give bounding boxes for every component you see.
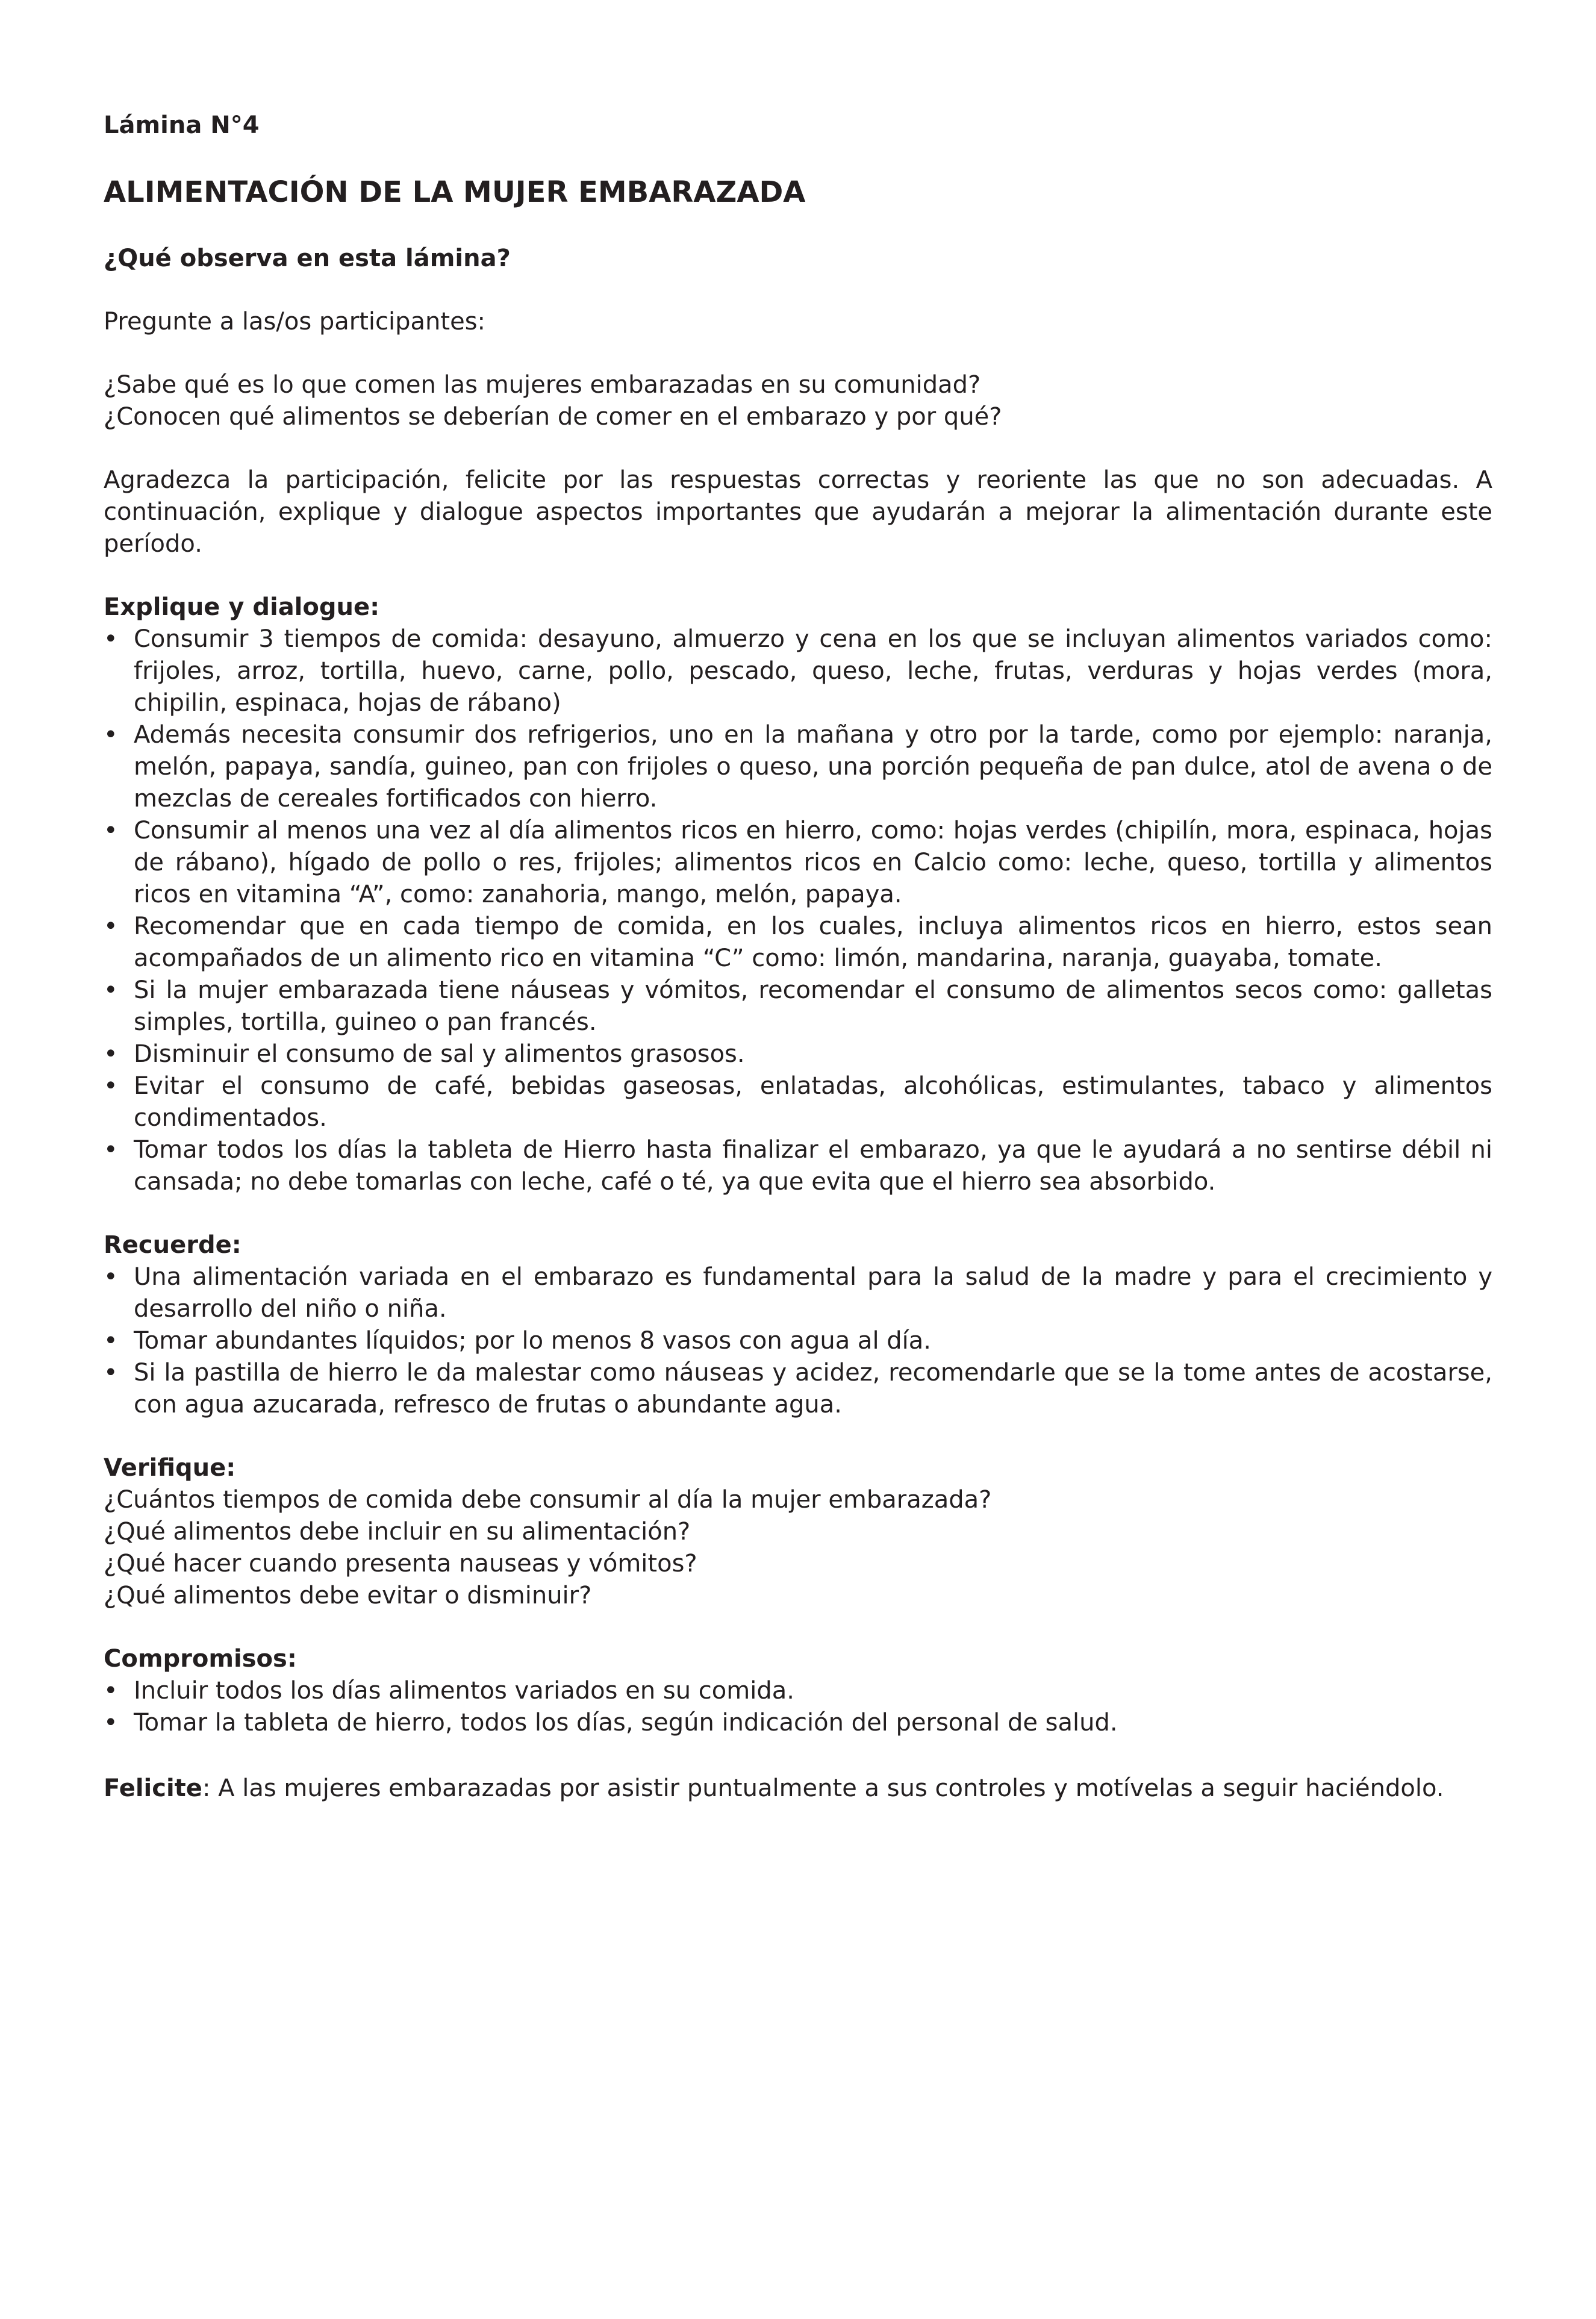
bullet-icon: • <box>104 721 118 749</box>
list-item-text: Una alimentación variada en el embarazo es fundamental para la salud de la madre y para el crecimiento y desarrollo del niño o niña. <box>134 1263 1492 1323</box>
list-item <box>104 719 1492 815</box>
list-item-text: Además necesita consumir dos refrigerios, uno en la mañana y otro por la tarde, como por ejemplo: naranja, melón, papaya, sandía, guineo, pan con frijoles o queso, una porción pequeña de pan dulce, atol de avena o de mezclas de cereales fortificados con hierro. <box>134 721 1492 813</box>
ask-question: ¿Sabe qué es lo que comen las mujeres embarazadas en su comunidad? <box>104 371 981 399</box>
verifique-heading: Verifique: <box>104 1454 236 1482</box>
verifique-question: ¿Qué hacer cuando presenta nauseas y vómitos? <box>104 1550 697 1578</box>
ask-intro: Pregunte a las/os participantes: <box>104 308 486 336</box>
bullet-icon: • <box>104 976 118 1004</box>
explique-section <box>104 591 1492 1198</box>
list-item-text: Evitar el consumo de café, bebidas gaseosas, enlatadas, alcohólicas, estimulantes, tabaco y alimentos condimentados. <box>134 1072 1492 1132</box>
compromisos-list <box>104 1675 1492 1739</box>
list-item <box>104 1707 1492 1739</box>
list-item <box>104 1261 1492 1325</box>
lamina-number: Lámina N°4 <box>104 111 260 139</box>
recuerde-heading: Recuerde: <box>104 1231 242 1259</box>
list-item-text: Tomar abundantes líquidos; por lo menos 8 vasos con agua al día. <box>134 1327 932 1355</box>
bullet-icon: • <box>104 1263 118 1291</box>
felicite-text: : A las mujeres embarazadas por asistir puntualmente a sus controles y motívelas a seguir haciéndolo. <box>202 1774 1444 1802</box>
list-item-text: Tomar todos los días la tableta de Hierro hasta finalizar el embarazo, ya que le ayudará a no sentirse débil ni cansada; no debe tomarlas con leche, café o té, ya que evita que el hierro sea absorbido. <box>134 1136 1492 1196</box>
bullet-icon: • <box>104 1327 118 1355</box>
list-item <box>104 911 1492 975</box>
bullet-icon: • <box>104 1136 118 1164</box>
ask-question: ¿Conocen qué alimentos se deberían de comer en el embarazo y por qué? <box>104 403 1002 431</box>
bullet-icon: • <box>104 1072 118 1100</box>
thanks-paragraph: Agradezca la participación, felicite por las respuestas correctas y reoriente las que no son adecuadas. A continuación, explique y dialogue aspectos importantes que ayudarán a mejorar la alimentación durante este período. <box>104 466 1492 558</box>
list-item <box>104 975 1492 1038</box>
felicite-label: Felicite <box>104 1774 202 1802</box>
list-item-text: Si la mujer embarazada tiene náuseas y vómitos, recomendar el consumo de alimentos secos como: galletas simples, tortilla, guineo o pan francés. <box>134 976 1492 1036</box>
list-item <box>104 1325 1492 1357</box>
bullet-icon: • <box>104 625 118 653</box>
list-item <box>104 1357 1492 1421</box>
verifique-section <box>104 1452 1492 1612</box>
list-item <box>104 623 1492 719</box>
question-heading: ¿Qué observa en esta lámina? <box>104 245 511 272</box>
list-item-text: Consumir 3 tiempos de comida: desayuno, almuerzo y cena en los que se incluyan alimentos variados como: frijoles, arroz, tortilla, huevo, carne, pollo, pescado, queso, leche, frutas, verduras y hojas verdes (mora, chipilin, espinaca, hojas de rábano) <box>134 625 1492 717</box>
list-item-text: Si la pastilla de hierro le da malestar como náuseas y acidez, recomendarle que se la tome antes de acostarse, con agua azucarada, refresco de frutas o abundante agua. <box>134 1359 1492 1419</box>
list-item-text: Tomar la tableta de hierro, todos los días, según indicación del personal de salud. <box>134 1709 1118 1737</box>
list-item-text: Disminuir el consumo de sal y alimentos grasosos. <box>134 1040 745 1068</box>
felicite-paragraph <box>104 1770 1492 1806</box>
bullet-icon: • <box>104 1359 118 1387</box>
recuerde-section <box>104 1229 1492 1421</box>
list-item-text: Incluir todos los días alimentos variados en su comida. <box>134 1677 794 1705</box>
list-item <box>104 1134 1492 1198</box>
verifique-question: ¿Cuántos tiempos de comida debe consumir al día la mujer embarazada? <box>104 1486 992 1514</box>
bullet-icon: • <box>104 817 118 844</box>
compromisos-section <box>104 1643 1492 1739</box>
bullet-icon: • <box>104 1677 118 1705</box>
list-item <box>104 1070 1492 1134</box>
bullet-icon: • <box>104 913 118 940</box>
document-page <box>104 110 1492 1806</box>
bullet-icon: • <box>104 1709 118 1737</box>
list-item-text: Recomendar que en cada tiempo de comida, en los cuales, incluya alimentos ricos en hierro, estos sean acompañados de un alimento rico en vitamina “C” como: limón, mandarina, naranja, guayaba, tomate. <box>134 913 1492 972</box>
page-title: ALIMENTACIÓN DE LA MUJER EMBARAZADA <box>104 175 806 209</box>
explique-list <box>104 623 1492 1198</box>
verifique-question: ¿Qué alimentos debe incluir en su alimentación? <box>104 1518 691 1546</box>
list-item <box>104 815 1492 911</box>
explique-heading: Explique y dialogue: <box>104 593 380 621</box>
bullet-icon: • <box>104 1040 118 1068</box>
list-item <box>104 1038 1492 1070</box>
compromisos-heading: Compromisos: <box>104 1645 297 1673</box>
recuerde-list <box>104 1261 1492 1421</box>
list-item-text: Consumir al menos una vez al día alimentos ricos en hierro, como: hojas verdes (chipilín, mora, espinaca, hojas de rábano), hígado de pollo o res, frijoles; alimentos ricos en Calcio como: leche, queso, tortilla y alimentos ricos en vitamina “A”, como: zanahoria, mango, melón, papaya. <box>134 817 1492 908</box>
list-item <box>104 1675 1492 1707</box>
verifique-question: ¿Qué alimentos debe evitar o disminuir? <box>104 1582 592 1609</box>
